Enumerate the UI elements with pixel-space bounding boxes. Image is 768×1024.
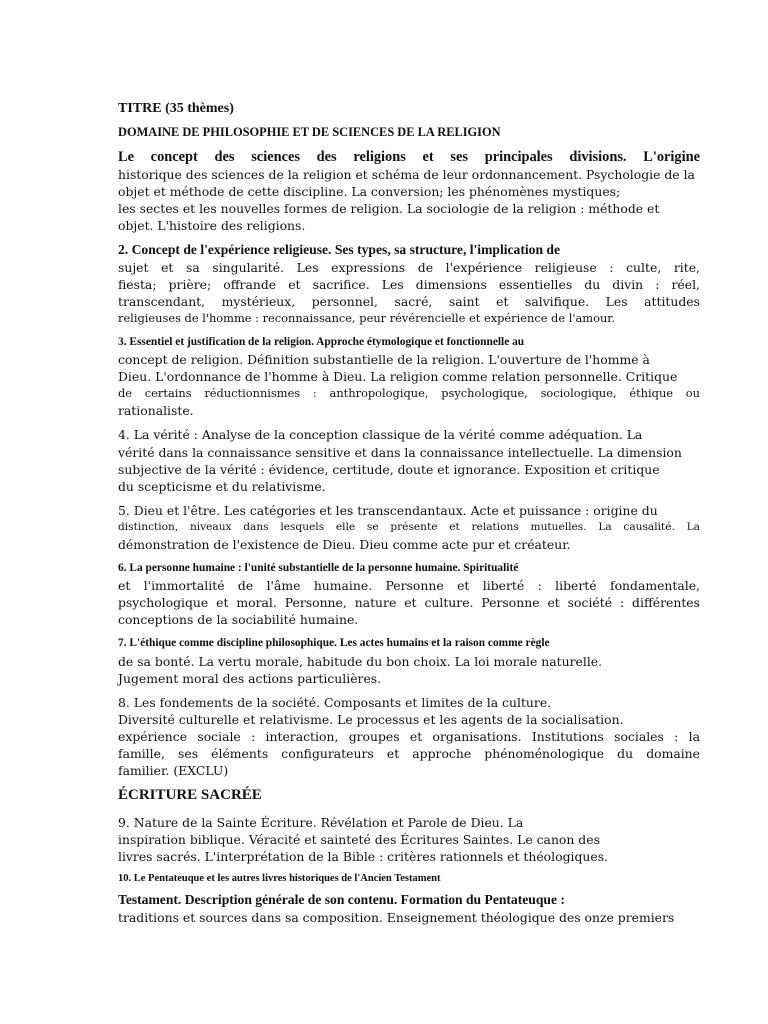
theme-6-line: psychologique et moral. Personne, nature et culture. Personne et société : différentes bbox=[118, 595, 700, 611]
theme-2-heading: 2. Concept de l'expérience religieuse. Ses types, sa structure, l'implication de bbox=[118, 242, 560, 258]
theme-4-line: subjective de la vérité : évidence, certitude, doute et ignorance. Exposition et critique bbox=[118, 461, 660, 477]
theme-8-line: familier. (EXCLU) bbox=[118, 763, 229, 779]
theme-2-line: transcendant, mystérieux, personnel, sacré, saint et salvifique. Les attitudes bbox=[118, 293, 700, 309]
theme-4-line: du scepticisme et du relativisme. bbox=[118, 478, 326, 494]
theme-9-line: livres sacrés. L'interprétation de la Bible : critères rationnels et théologiques. bbox=[118, 849, 608, 865]
theme-1-line: les sectes et les nouvelles formes de religion. La sociologie de la religion : méthode et bbox=[118, 201, 660, 217]
theme-5-line: distinction, niveaux dans lesquels elle se présente et relations mutuelles. La causalité. La bbox=[118, 520, 700, 533]
theme-2-line: fiesta; prière; offrande et sacrifice. Les dimensions essentielles du divin : réel, bbox=[118, 276, 700, 292]
section-heading: ÉCRITURE SACRÉE bbox=[118, 787, 262, 804]
theme-1-heading: Le concept des sciences des religions et ses principales divisions. L'origine bbox=[118, 149, 700, 165]
theme-6-line: conceptions de la sociabilité humaine. bbox=[118, 612, 359, 628]
theme-1-line: objet. L'histoire des religions. bbox=[118, 218, 306, 234]
theme-2-line: sujet et sa singularité. Les expressions de l'expérience religieuse : culte, rite, bbox=[118, 259, 700, 275]
theme-9-line: inspiration biblique. Véracité et sainteté des Écritures Saintes. Le canon des bbox=[118, 832, 600, 848]
theme-4-line: vérité dans la connaissance sensitive et dans la connaissance intellectuelle. La dimension bbox=[118, 444, 682, 460]
theme-10 bbox=[118, 891, 700, 925]
theme-3-line: Dieu. L'ordonnance de l'homme à Dieu. La religion comme relation personnelle. Critique bbox=[118, 369, 678, 385]
theme-10-line: traditions et sources dans sa composition. Enseignement théologique des onze premiers bbox=[118, 909, 675, 925]
theme-8-heading: 8. Les fondements de la société. Composants et limites de la culture. bbox=[118, 694, 552, 710]
theme-5-heading: 5. Dieu et l'être. Les catégories et les transcendantaux. Acte et puissance : origine du bbox=[118, 502, 658, 518]
theme-10-line: Testament. Description générale de son contenu. Formation du Pentateuque : bbox=[118, 892, 565, 908]
theme-1-line: objet et méthode de cette discipline. La conversion; les phénomènes mystiques; bbox=[118, 184, 621, 200]
theme-3-line: rationaliste. bbox=[118, 403, 194, 419]
theme-4 bbox=[118, 426, 700, 494]
theme-5 bbox=[118, 502, 700, 553]
theme-1 bbox=[118, 149, 700, 234]
theme-6-line: et l'immortalité de l'âme humaine. Personne et liberté : liberté fondamentale, bbox=[118, 578, 700, 594]
theme-2 bbox=[118, 241, 700, 326]
theme-3-line: concept de religion. Définition substantielle de la religion. L'ouverture de l'homme à bbox=[118, 352, 650, 368]
theme-5-line: démonstration de l'existence de Dieu. Dieu comme acte pur et créateur. bbox=[118, 536, 571, 552]
theme-7-line: de sa bonté. La vertu morale, habitude du bon choix. La loi morale naturelle. bbox=[118, 653, 603, 669]
theme-6 bbox=[118, 560, 700, 628]
theme-6-heading: 6. La personne humaine : l'unité substantielle de la personne humaine. Spiritualité bbox=[118, 562, 519, 575]
theme-4-heading: 4. La vérité : Analyse de la conception classique de la vérité comme adéquation. La bbox=[118, 427, 643, 443]
theme-7 bbox=[118, 635, 700, 686]
theme-1-line: historique des sciences de la religion et schéma de leur ordonnancement. Psychologie de la bbox=[118, 167, 695, 183]
theme-8-line: famille, ses éléments configurateurs et approche phénoménologique du domaine bbox=[118, 746, 700, 761]
document-title: TITRE (35 thèmes) bbox=[118, 101, 234, 116]
theme-7-line: Jugement moral des actions particulières. bbox=[118, 670, 382, 686]
domain-heading: DOMAINE DE PHILOSOPHIE ET DE SCIENCES DE LA RELIGION bbox=[118, 125, 501, 139]
theme-3-heading: 3. Essentiel et justification de la religion. Approche étymologique et fonctionnelle au bbox=[118, 335, 525, 348]
theme-8 bbox=[118, 694, 700, 779]
theme-3 bbox=[118, 334, 700, 419]
theme-9-heading: 9. Nature de la Sainte Écriture. Révélation et Parole de Dieu. La bbox=[118, 815, 524, 831]
theme-10-heading: 10. Le Pentateuque et les autres livres historiques de l'Ancien Testament bbox=[118, 873, 441, 885]
theme-8-line: expérience sociale : interaction, groupes et organisations. Institutions sociales : la bbox=[118, 728, 700, 744]
theme-2-line: religieuses de l'homme : reconnaissance, peur révérencielle et expérience de l'amour. bbox=[118, 310, 616, 325]
theme-3-line: de certains réductionnismes : anthropologique, psychologique, sociologique, éthique ou bbox=[118, 386, 700, 401]
theme-8-line: Diversité culturelle et relativisme. Le processus et les agents de la socialisation. bbox=[118, 711, 624, 727]
document-page bbox=[118, 100, 700, 933]
theme-7-heading: 7. L'éthique comme discipline philosophique. Les actes humains et la raison comme règle bbox=[118, 637, 550, 650]
theme-9 bbox=[118, 814, 700, 865]
